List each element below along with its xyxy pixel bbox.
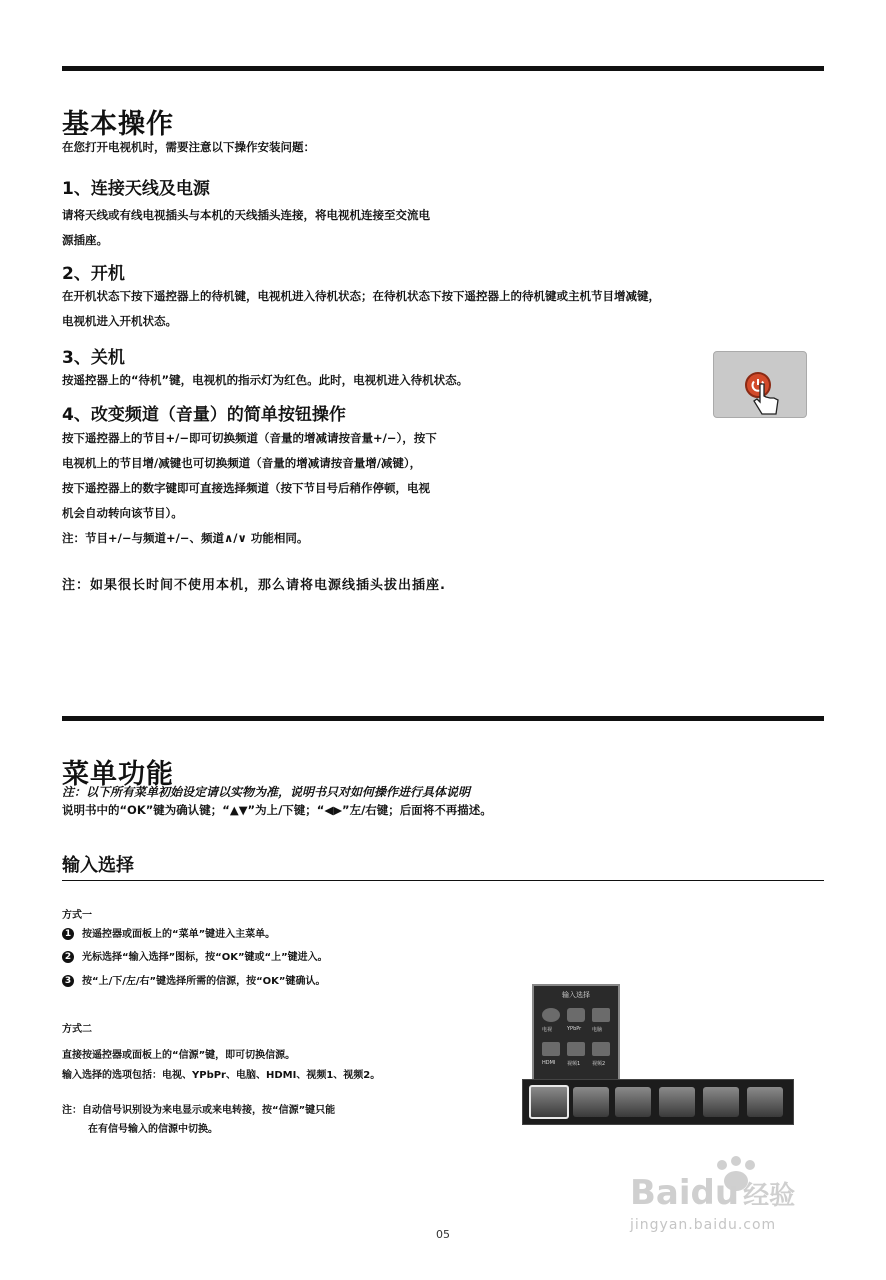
picture-icon: [573, 1087, 609, 1117]
menu-label: 电视: [542, 1027, 553, 1033]
text-line: 在开机状态下按下遥控器上的待机键，电视机进入待机状态；在待机状态下按下遥控器上的待机键或主机节目增减键，: [62, 289, 660, 303]
method1-label: 方式一: [62, 910, 92, 921]
note2-line: 注：自动信号识别设为来电显示或来电转接，按“信源”键只能: [62, 1105, 336, 1116]
watermark-brand2: du: [690, 1173, 740, 1213]
page-number: 05: [436, 1228, 450, 1241]
menu-label: 视频2: [592, 1061, 606, 1067]
watermark-suffix: 经验: [743, 1181, 796, 1211]
baidu-watermark: [630, 1155, 850, 1235]
method2-line: 直接按遥控器或面板上的“信源”键，即可切换信源。: [62, 1050, 296, 1061]
section-title-basic: 基本操作: [62, 109, 174, 140]
menu-note-italic: 注：以下所有菜单初始设定请以实物为准，说明书只对如何操作进行具体说明: [62, 785, 471, 799]
step-number: 2: [62, 951, 74, 963]
subtitle-rule: [62, 880, 824, 881]
hdmi-icon: [542, 1042, 560, 1056]
text-line: 按下遥控器上的数字键即可直接选择频道（按下节目号后稍作停顿，电视: [62, 481, 430, 495]
text-line: 请将天线或有线电视插头与本机的天线插头连接，将电视机连接至交流电: [62, 208, 430, 222]
note2-line: 在有信号输入的信源中切换。: [88, 1124, 218, 1135]
top-rule: [62, 66, 824, 71]
section-rule: [62, 716, 824, 721]
text-line: 机会自动转向该节目）。: [62, 506, 183, 520]
channel-icon: [659, 1087, 695, 1117]
menu-label: 视频1: [567, 1061, 581, 1067]
method1-step: 1 按遥控器或面板上的“菜单”键进入主菜单。: [62, 925, 275, 940]
pc-icon: [592, 1008, 610, 1022]
method1-step: 3 按“上/下/左/右”键选择所需的信源，按“OK”键确认。: [62, 972, 326, 987]
step-number: 3: [62, 975, 74, 987]
input-select-icon: [529, 1085, 569, 1119]
tv-icon: [542, 1008, 560, 1022]
section-intro: 在您打开电视机时，需要注意以下操作安装问题：: [62, 140, 315, 154]
section-title-menu: 菜单功能: [62, 759, 174, 790]
watermark-brand: Bai: [630, 1173, 691, 1213]
text-line: 电视机上的节目增/减键也可切换频道（音量的增减请按音量增/减键），: [62, 456, 422, 470]
heading-power-on: 2、开机: [62, 264, 125, 284]
heading-antenna: 1、连接天线及电源: [62, 179, 210, 199]
text-line: 源插座。: [62, 233, 108, 247]
input-select-menu: [532, 984, 620, 1083]
method2-line: 输入选择的选项包括：电视、YPbPr、电脑、HDMI、视频1、视频2。: [62, 1070, 381, 1081]
heading-power-off: 3、关机: [62, 348, 125, 368]
unplug-note: 注：如果很长时间不使用本机，那么请将电源线插头拔出插座.: [62, 578, 446, 593]
text-line: 按遥控器上的“待机”键，电视机的指示灯为红色。此时，电视机进入待机状态。: [62, 373, 469, 387]
watermark-url: jingyan.baidu.com: [630, 1217, 777, 1233]
key-description: 说明书中的“OK”键为确认键；“▲▼”为上/下键；“◀▶”左/右键；后面将不再描述。: [62, 803, 492, 817]
menu-title: 输入选择: [562, 991, 590, 999]
menu-label: YPbPr: [567, 1026, 582, 1032]
search-icon: [747, 1087, 783, 1117]
sound-icon: [615, 1087, 651, 1117]
hand-pointer-icon: [752, 382, 782, 422]
method2-label: 方式二: [62, 1024, 92, 1035]
text-line: 按下遥控器上的节目+/−即可切换频道（音量的增减请按音量+/−），按下: [62, 431, 437, 445]
method1-step: 2 光标选择“输入选择”图标，按“OK”键或“上”键进入。: [62, 948, 328, 963]
subtitle-input-select: 输入选择: [62, 855, 134, 876]
text-line: 电视机进入开机状态。: [62, 314, 177, 328]
settings-icon: [703, 1087, 739, 1117]
heading-channel-volume: 4、改变频道（音量）的简单按钮操作: [62, 405, 346, 425]
menu-label: HDMI: [542, 1060, 556, 1066]
power-button-illustration: [713, 351, 807, 418]
video1-icon: [567, 1042, 585, 1056]
step-number: 1: [62, 928, 74, 940]
ypbpr-icon: [567, 1008, 585, 1022]
text-line: 注：节目+/−与频道+/−、频道∧/∨ 功能相同。: [62, 531, 309, 545]
menu-label: 电脑: [592, 1027, 603, 1033]
main-menu-icon-bar: [522, 1079, 794, 1125]
video2-icon: [592, 1042, 610, 1056]
